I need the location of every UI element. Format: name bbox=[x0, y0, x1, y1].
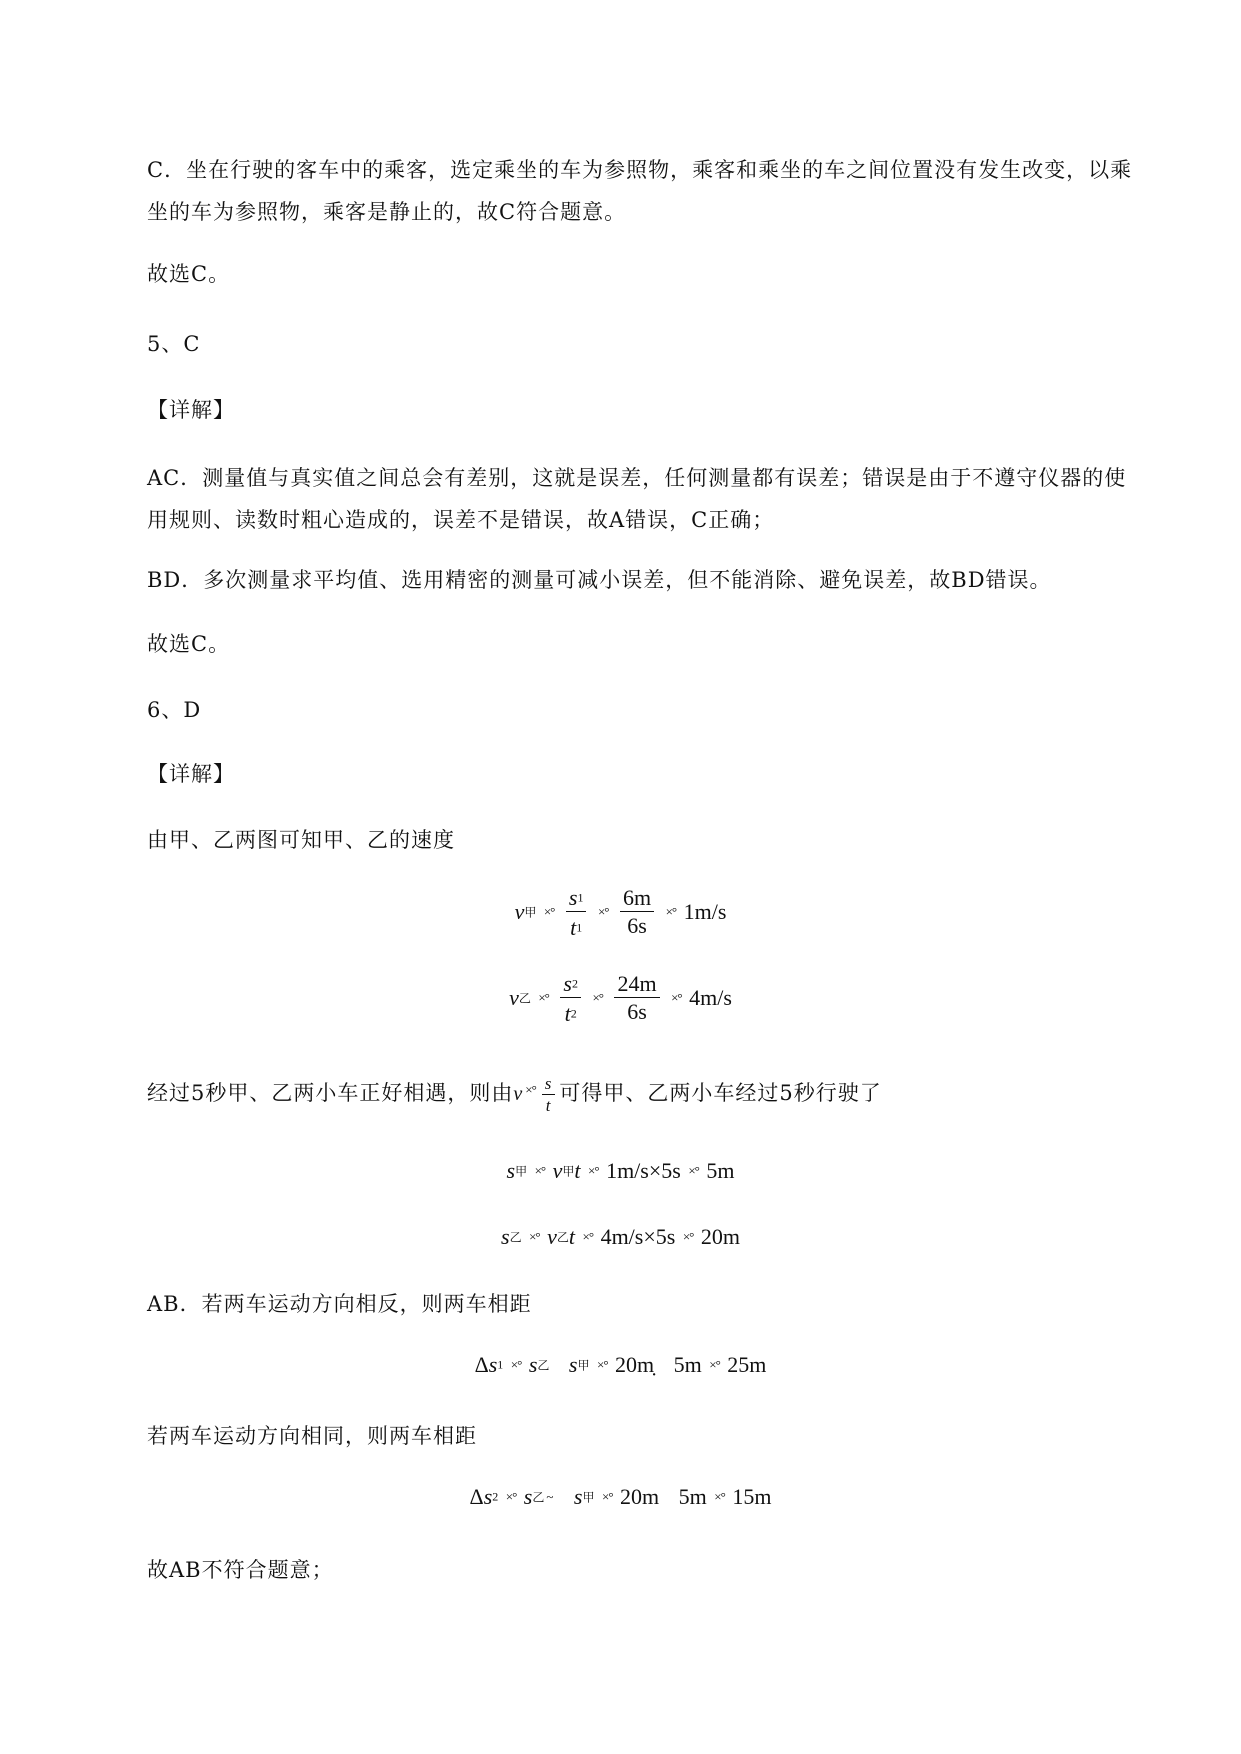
eq-numerator: 24m bbox=[614, 972, 659, 998]
equation-v-yi bbox=[0, 970, 1241, 1026]
detail-heading: 【详解】 bbox=[147, 762, 235, 786]
eq-garbled-sign: ×° bbox=[714, 1488, 725, 1504]
eq-calculation: 20m bbox=[620, 1483, 660, 1509]
meeting-prefix: 经过5秒甲、乙两小车正好相遇，则由 bbox=[147, 1081, 514, 1105]
eq-velocity: v bbox=[547, 1223, 557, 1249]
meeting-sentence bbox=[147, 1070, 1147, 1116]
eq-garbled-sign: ×° bbox=[671, 990, 682, 1006]
option-bd-explanation: BD．多次测量求平均值、选用精密的测量可减小误差，但不能消除、避免误差，故BD错误。 bbox=[147, 568, 1052, 592]
equation-delta-s1 bbox=[0, 1350, 1241, 1378]
eq-garbled-sign: ×° bbox=[682, 1228, 694, 1244]
eq-calculation: 20m bbox=[615, 1351, 655, 1377]
eq-garbled-sign: ×° bbox=[596, 1356, 608, 1372]
eq-garbled-sign: ×° bbox=[582, 1228, 594, 1244]
eq-garbled-sign: ×° bbox=[510, 1356, 522, 1372]
meeting-suffix: 可得甲、乙两小车经过5秒行驶了 bbox=[559, 1081, 882, 1105]
eq-garbled-sign: ×° bbox=[602, 1488, 613, 1504]
eq-symbol: v bbox=[513, 1083, 524, 1105]
eq-time: t bbox=[568, 1223, 576, 1249]
eq-garbled-sign: ×° bbox=[665, 904, 677, 920]
eq-denominator: t bbox=[545, 1096, 552, 1116]
eq-fraction bbox=[560, 970, 581, 1026]
eq-time: t bbox=[574, 1157, 581, 1183]
eq-subscript: 甲 bbox=[524, 905, 537, 920]
eq-garbled-mark: ~ bbox=[546, 1488, 553, 1504]
eq-result: 20m bbox=[700, 1223, 740, 1249]
eq-numerator: s bbox=[542, 1075, 556, 1096]
eq-calculation: 5m bbox=[673, 1351, 702, 1377]
eq-term-b-sub: 甲 bbox=[582, 1490, 595, 1505]
eq-term-b-sub: 甲 bbox=[577, 1358, 590, 1373]
eq-denominator: t bbox=[570, 914, 577, 940]
eq-result: 5m bbox=[706, 1157, 735, 1183]
eq-symbol: v bbox=[509, 985, 519, 1011]
eq-garbled-sign: ×° bbox=[534, 1162, 546, 1178]
eq-term-a: s bbox=[528, 1351, 538, 1377]
equation-delta-s2 bbox=[0, 1482, 1241, 1510]
eq-term-b: s bbox=[573, 1483, 583, 1509]
conclusion-choose-c: 故选C。 bbox=[147, 632, 231, 656]
eq-garbled-sign: ×° bbox=[597, 904, 609, 920]
eq-garbled-sign: ×° bbox=[529, 1228, 540, 1244]
question-5-answer: 5、C bbox=[147, 332, 201, 356]
option-ac-explanation-line2: 用规则、读数时粗心造成的，误差不是错误，故A错误，C正确； bbox=[147, 508, 775, 532]
option-c-explanation-line2: 坐的车为参照物，乘客是静止的，故C符合题意。 bbox=[147, 200, 627, 224]
inline-velocity-formula bbox=[513, 1073, 559, 1116]
eq-numerator: s bbox=[563, 970, 572, 996]
eq-denominator: t bbox=[564, 1000, 571, 1026]
eq-subscript: 乙 bbox=[509, 1230, 522, 1245]
eq-garbled-sign: ×° bbox=[525, 1082, 536, 1097]
eq-garbled-sign: ×° bbox=[588, 1162, 599, 1178]
ab-conclusion: 故AB不符合题意； bbox=[147, 1558, 334, 1582]
eq-subscript: 甲 bbox=[515, 1164, 528, 1179]
eq-denominator: 6s bbox=[627, 999, 647, 1025]
same-direction-sentence: 若两车运动方向相同，则两车相距 bbox=[147, 1424, 477, 1448]
eq-term-a-sub: 乙 bbox=[532, 1490, 545, 1505]
eq-subscript: 1 bbox=[497, 1357, 504, 1372]
eq-fraction bbox=[614, 972, 659, 1024]
eq-symbol: s bbox=[501, 1223, 510, 1249]
equation-v-jia bbox=[0, 884, 1241, 940]
detail-heading: 【详解】 bbox=[147, 398, 235, 422]
eq-garbled-sign: ×° bbox=[709, 1356, 720, 1372]
speed-intro: 由甲、乙两图可知甲、乙的速度 bbox=[147, 828, 455, 852]
eq-denominator-sub: 1 bbox=[576, 920, 583, 935]
eq-velocity-sub: 乙 bbox=[556, 1230, 569, 1245]
eq-symbol: s bbox=[488, 1351, 498, 1377]
eq-garbled-sign: ×° bbox=[543, 904, 555, 920]
eq-velocity: v bbox=[552, 1157, 563, 1183]
eq-term-a: s bbox=[523, 1483, 533, 1509]
eq-garbled-sign: ×° bbox=[505, 1488, 517, 1504]
eq-delta: Δ bbox=[474, 1351, 489, 1377]
eq-garbled-sign: ×° bbox=[592, 990, 603, 1006]
eq-result: 1m/s bbox=[683, 899, 727, 925]
eq-result: 4m/s bbox=[689, 985, 732, 1011]
eq-numerator: 6m bbox=[620, 886, 654, 912]
eq-denominator-sub: 2 bbox=[570, 1006, 577, 1021]
eq-garbled-sign: ×° bbox=[538, 990, 549, 1006]
eq-term-a-sub: 乙 bbox=[537, 1358, 550, 1373]
question-6-answer: 6、D bbox=[147, 698, 202, 722]
eq-calculation: 4m/s×5s bbox=[600, 1223, 676, 1249]
eq-numerator-sub: 1 bbox=[577, 890, 584, 905]
eq-term-b: s bbox=[568, 1351, 578, 1377]
equation-s-jia bbox=[0, 1156, 1241, 1184]
eq-subscript: 乙 bbox=[518, 991, 531, 1006]
eq-calculation: 5m bbox=[678, 1483, 707, 1509]
eq-denominator: 6s bbox=[627, 913, 647, 939]
equation-s-yi bbox=[0, 1222, 1241, 1250]
eq-calculation: 1m/s×5s bbox=[606, 1157, 681, 1183]
eq-numerator: s bbox=[568, 884, 578, 910]
eq-symbol: v bbox=[514, 899, 525, 925]
eq-result: 25m bbox=[727, 1351, 767, 1377]
eq-fraction bbox=[542, 1075, 556, 1116]
eq-subscript: 2 bbox=[492, 1489, 499, 1504]
eq-garbled-sign: ×° bbox=[688, 1162, 699, 1178]
eq-symbol: s bbox=[506, 1157, 516, 1183]
eq-result: 15m bbox=[732, 1483, 772, 1509]
conclusion-choose-c: 故选C。 bbox=[147, 262, 231, 286]
eq-delta: Δ bbox=[469, 1483, 484, 1509]
eq-symbol: s bbox=[483, 1483, 493, 1509]
option-c-explanation-line1: C．坐在行驶的客车中的乘客，选定乘坐的车为参照物，乘客和乘坐的车之间位置没有发生改变，以乘 bbox=[147, 158, 1133, 182]
eq-numerator-sub: 2 bbox=[571, 976, 578, 991]
eq-fraction bbox=[566, 884, 587, 940]
eq-velocity-sub: 甲 bbox=[562, 1164, 575, 1179]
opposite-direction-sentence: AB．若两车运动方向相反，则两车相距 bbox=[147, 1292, 532, 1316]
eq-fraction bbox=[620, 886, 654, 938]
option-ac-explanation-line1: AC．测量值与真实值之间总会有差别，这就是误差，任何测量都有误差；错误是由于不遵守仪器的使 bbox=[147, 466, 1127, 490]
